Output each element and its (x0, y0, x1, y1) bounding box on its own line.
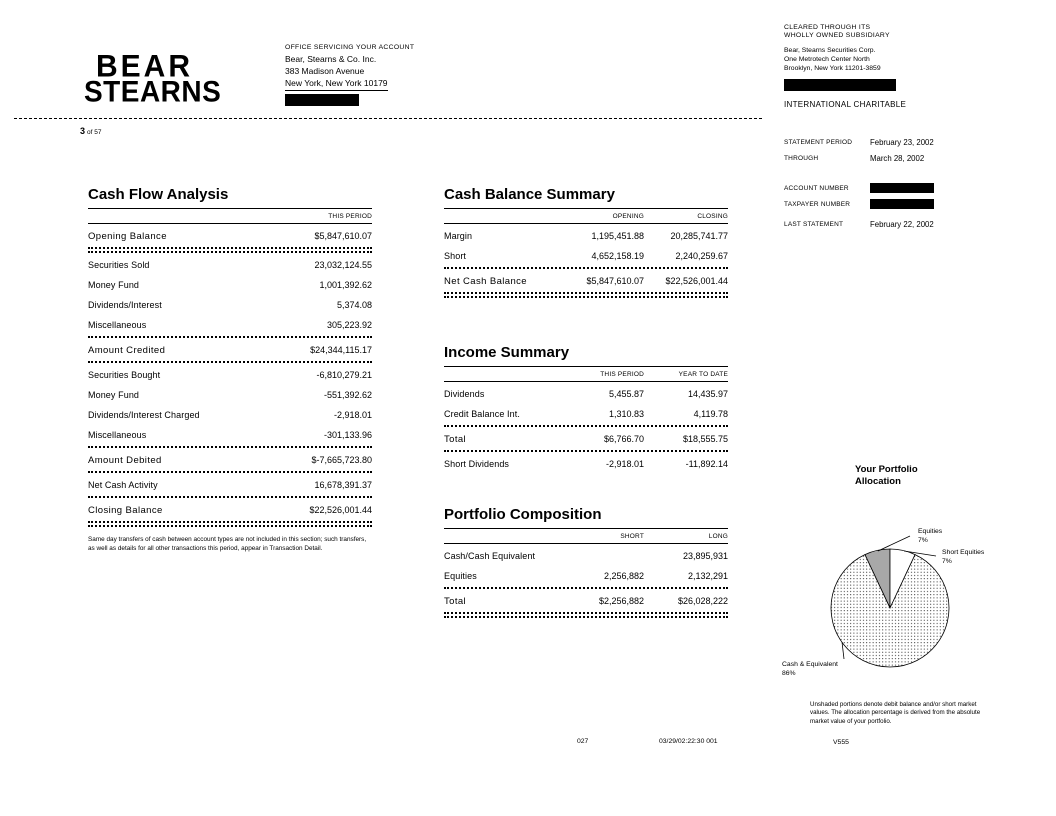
row-label: Dividends/Interest (88, 300, 162, 310)
row-value-col2: -11,892.14 (685, 459, 728, 469)
pie-label-text: Equities (918, 528, 943, 535)
office-address-block (285, 44, 414, 106)
row-value-col1: $6,766.70 (603, 434, 644, 444)
row-value-col1: 1,195,451.88 (591, 231, 644, 241)
cash-balance-rows (444, 226, 728, 298)
cash-flow-rows (88, 226, 372, 527)
row-label: Closing Balance (88, 504, 163, 516)
row-label: Equities (444, 571, 477, 581)
table-row (88, 405, 372, 425)
row-value-col2: $26,028,222 (677, 596, 728, 606)
dotted-rule (444, 616, 728, 618)
clearing-line1: Bear, Stearns Securities Corp. (784, 47, 876, 54)
page-number-total: of 57 (87, 129, 102, 136)
statement-info-row (784, 150, 964, 166)
footer-timestamp: 03/29/02:22:30 001 (659, 738, 718, 745)
statement-info-label: LAST STATEMENT (784, 220, 844, 228)
row-value: -551,392.62 (323, 390, 372, 400)
row-label: Dividends (444, 389, 485, 399)
table-row (444, 591, 728, 611)
row-label: Money Fund (88, 390, 140, 400)
table-row (88, 315, 372, 335)
row-value: 1,001,392.62 (319, 280, 372, 290)
statement-info-row (784, 134, 964, 150)
row-value: $5,847,610.07 (314, 231, 372, 241)
income-rows (444, 384, 728, 474)
table-row (88, 500, 372, 520)
table-row (444, 246, 728, 266)
pie-label-cash-equivalent (782, 660, 838, 678)
page-number (80, 126, 101, 136)
row-label: Net Cash Balance (444, 275, 527, 287)
row-value-col1: 4,652,158.19 (591, 251, 644, 261)
column-header-year-to-date: YEAR TO DATE (678, 371, 728, 378)
allocation-form-code: V555 (833, 739, 849, 746)
column-header-closing: CLOSING (697, 213, 728, 220)
section-title: Cash Flow Analysis (88, 186, 372, 209)
redaction-bar (784, 79, 896, 91)
dotted-rule (444, 425, 728, 427)
statement-info-row (784, 196, 964, 212)
dotted-rule (88, 251, 372, 253)
table-row (88, 365, 372, 385)
dotted-rule (88, 521, 372, 523)
footer-page-code: 027 (577, 738, 589, 745)
row-label: Total (444, 595, 467, 607)
row-label: Short Dividends (444, 459, 510, 469)
portfolio-allocation-title (855, 464, 918, 488)
column-header-this-period: THIS PERIOD (600, 371, 644, 378)
section-title: Cash Balance Summary (444, 186, 728, 209)
row-value-col2: $22,526,001.44 (665, 276, 728, 286)
pie-label-text: Short Equities (942, 549, 985, 556)
row-value: -301,133.96 (323, 430, 372, 440)
row-label: Amount Debited (88, 454, 162, 466)
portfolio-composition-section (444, 506, 728, 620)
column-headers (444, 371, 728, 382)
pie-label-short-equities (942, 548, 984, 566)
row-label: Miscellaneous (88, 430, 147, 440)
row-label: Dividends/Interest Charged (88, 410, 200, 420)
column-headers (444, 213, 728, 224)
dotted-rule (444, 267, 728, 269)
row-label: Securities Sold (88, 260, 150, 270)
row-label: Money Fund (88, 280, 140, 290)
table-row (88, 475, 372, 495)
row-label: Cash/Cash Equivalent (444, 551, 536, 561)
row-value-col2: $18,555.75 (682, 434, 728, 444)
office-line2: 383 Madison Avenue (285, 66, 365, 76)
cash-flow-footnote: Same day transfers of cash between account types are not included in this section; such transfers, as well as details for all other transactions this period, appear in Transaction Detail. (88, 536, 367, 552)
cash-flow-analysis-section (88, 186, 372, 553)
table-row (444, 566, 728, 586)
row-value-col1: $2,256,882 (598, 596, 644, 606)
redaction-bar (870, 183, 934, 193)
dotted-rule (88, 496, 372, 498)
page-number-current: 3 (80, 126, 86, 136)
table-row (444, 226, 728, 246)
logo-text-bear: BEAR (96, 49, 194, 84)
row-value-col1: 5,455.87 (608, 389, 644, 399)
row-value: $22,526,001.44 (309, 505, 372, 515)
table-row (88, 340, 372, 360)
clearing-line2: One Metrotech Center North (784, 56, 870, 63)
row-label: Amount Credited (88, 344, 166, 356)
column-headers (88, 213, 372, 224)
statement-info-label: STATEMENT PERIOD (784, 138, 853, 146)
row-value-col2: 14,435.97 (687, 389, 728, 399)
table-row (88, 255, 372, 275)
statement-info-label: TAXPAYER NUMBER (784, 200, 851, 208)
pie-label-percent: 7% (942, 558, 952, 565)
column-header-this-period: THIS PERIOD (328, 213, 372, 220)
row-value: $-7,665,723.80 (311, 455, 372, 465)
pie-label-percent: 86% (782, 670, 796, 677)
redaction-bar (870, 199, 934, 209)
allocation-title-line2: Allocation (855, 476, 901, 487)
dotted-rule (444, 612, 728, 614)
row-label: Opening Balance (88, 230, 167, 242)
section-title: Income Summary (444, 344, 728, 367)
clearing-caption2: WHOLLY OWNED SUBSIDIARY (784, 32, 890, 39)
pie-label-equities (918, 527, 942, 545)
row-value-col1: $5,847,610.07 (586, 276, 644, 286)
table-row (88, 450, 372, 470)
row-value-col2: 4,119.78 (693, 409, 728, 419)
dotted-rule (88, 446, 372, 448)
row-value-col1: -2,918.01 (605, 459, 644, 469)
row-label: Total (444, 433, 467, 445)
column-header-opening: OPENING (612, 213, 644, 220)
statement-info-value: March 28, 2002 (870, 153, 925, 163)
cash-balance-summary-section (444, 186, 728, 300)
row-value-col2: 2,132,291 (687, 571, 728, 581)
pie-label-text: Cash & Equivalent (782, 661, 838, 668)
clearing-firm-block (784, 24, 964, 109)
statement-info-row (784, 180, 964, 196)
table-row (88, 295, 372, 315)
column-header-long: LONG (708, 533, 728, 540)
table-row (444, 271, 728, 291)
account-name: INTERNATIONAL CHARITABLE (784, 100, 907, 109)
income-summary-section (444, 344, 728, 474)
table-row (88, 275, 372, 295)
row-value-col2: 23,895,931 (682, 551, 728, 561)
bear-stearns-logo (84, 49, 222, 108)
row-value-col2: 2,240,259.67 (675, 251, 728, 261)
header-divider-rule (14, 118, 762, 119)
row-label: Miscellaneous (88, 320, 147, 330)
statement-info-value: February 23, 2002 (870, 137, 934, 147)
pie-label-percent: 7% (918, 537, 928, 544)
row-value: -6,810,279.21 (316, 370, 372, 380)
table-row (444, 404, 728, 424)
table-row (444, 384, 728, 404)
row-value: $24,344,115.17 (310, 345, 372, 355)
statement-info-row (784, 216, 964, 232)
table-row (444, 429, 728, 449)
row-label: Credit Balance Int. (444, 409, 520, 419)
statement-info-label: THROUGH (784, 154, 819, 162)
statement-info-block (784, 134, 964, 232)
dotted-rule (444, 292, 728, 294)
dotted-rule (444, 296, 728, 298)
row-value-col1: 1,310.83 (608, 409, 644, 419)
office-line3: New York, New York 10179 (285, 77, 388, 91)
row-value: 16,678,391.37 (314, 480, 372, 490)
section-title: Portfolio Composition (444, 506, 728, 529)
statement-info-label: ACCOUNT NUMBER (784, 184, 849, 192)
clearing-caption1: CLEARED THROUGH ITS (784, 24, 871, 31)
table-row (88, 425, 372, 445)
dotted-rule (88, 525, 372, 527)
office-caption: OFFICE SERVICING YOUR ACCOUNT (285, 44, 415, 51)
allocation-footnote: Unshaded portions denote debit balance and/or short market values. The allocation percentage is derived from the absolute market value of your portfolio. (810, 701, 981, 725)
row-value: 5,374.08 (336, 300, 372, 310)
column-headers (444, 533, 728, 544)
row-label: Net Cash Activity (88, 480, 158, 490)
logo-text-stearns: STEARNS (84, 75, 222, 108)
dotted-rule (444, 587, 728, 589)
redaction-bar (285, 94, 359, 106)
dotted-rule (88, 361, 372, 363)
allocation-title-line1: Your Portfolio (855, 464, 918, 475)
row-value: 305,223.92 (326, 320, 372, 330)
dotted-rule (88, 471, 372, 473)
table-row (88, 385, 372, 405)
row-label: Short (444, 251, 467, 261)
dotted-rule (444, 450, 728, 452)
dotted-rule (88, 247, 372, 249)
row-label: Margin (444, 231, 473, 241)
office-line1: Bear, Stearns & Co. Inc. (285, 54, 377, 64)
dotted-rule (88, 336, 372, 338)
row-value-col1: 2,256,882 (603, 571, 644, 581)
column-header-short: SHORT (620, 533, 644, 540)
table-row (88, 226, 372, 246)
portfolio-composition-rows (444, 546, 728, 618)
row-label: Securities Bought (88, 370, 161, 380)
table-row (444, 454, 728, 474)
statement-info-value: February 22, 2002 (870, 219, 934, 229)
clearing-line3: Brooklyn, New York 11201-3859 (784, 65, 881, 72)
row-value: 23,032,124.55 (314, 260, 372, 270)
row-value-col2: 20,285,741.77 (670, 231, 728, 241)
row-value: -2,918.01 (333, 410, 372, 420)
table-row (444, 546, 728, 566)
